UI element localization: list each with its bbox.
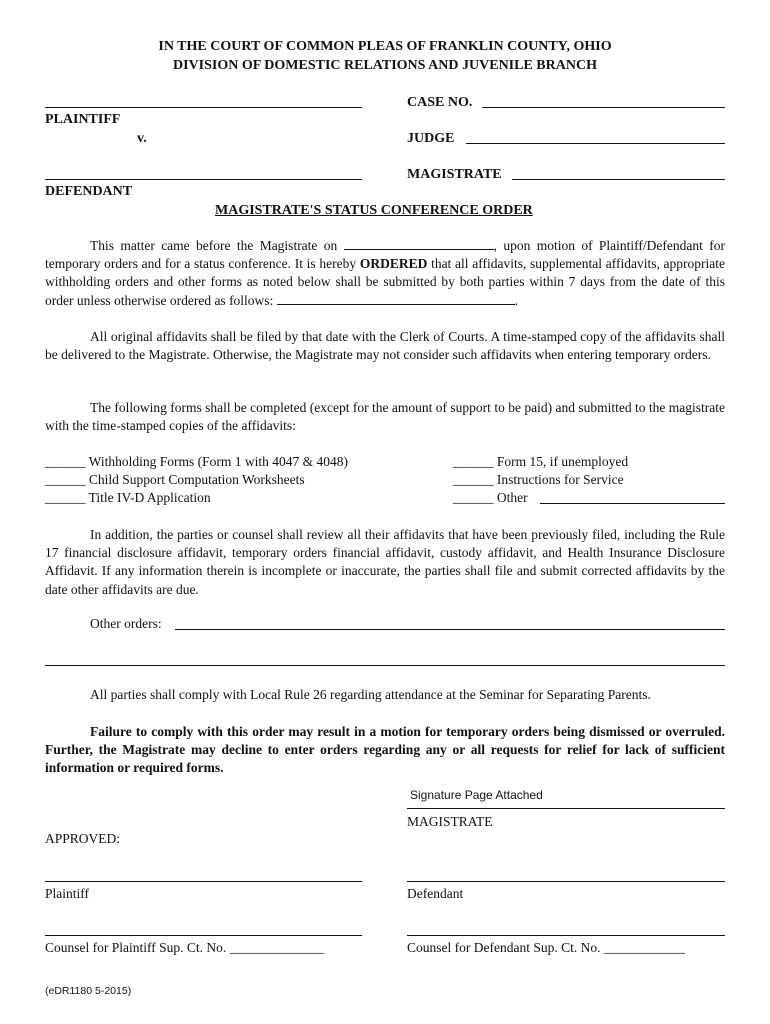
form-item-service[interactable] <box>453 471 624 489</box>
court-name: IN THE COURT OF COMMON PLEAS OF FRANKLIN COUNTY, OHIO <box>158 39 612 54</box>
paragraph-review: In addition, the parties or counsel shall review all their affidavits that have been previously filed, including the Rule 17 financial disclosure affidavit, temporary orders financial affidavit, custody affidavit, and Health Insurance Disclosure Affidavit. If any information therein is incomplete or inaccurate, the parties shall file and submit corrected affidavits by the date other affidavits are due. <box>45 527 725 597</box>
other-form-field[interactable] <box>540 503 725 504</box>
form-item-label: Instructions for Service <box>496 472 624 487</box>
as-follows-field[interactable] <box>277 292 515 305</box>
court-division: DIVISION OF DOMESTIC RELATIONS AND JUVENILE BRANCH <box>173 58 597 73</box>
plaintiff-signature-label: Plaintiff <box>45 886 90 901</box>
form-item-other[interactable] <box>453 489 528 507</box>
form-check-blank[interactable]: ______ <box>453 472 494 487</box>
paragraph-forms-intro: The following forms shall be completed (except for the amount of support to be paid) and submitted to the magistrate with the time-stamped copies of the affidavits: <box>45 400 725 434</box>
magistrate-signature-label: MAGISTRATE <box>407 814 493 829</box>
paragraph-seminar: All parties shall comply with Local Rule 26 regarding attendance at the Seminar for Separating Parents. <box>90 687 651 702</box>
form-check-blank[interactable]: ______ <box>45 454 86 469</box>
defendant-signature-label: Defendant <box>407 886 464 901</box>
signature-attached-note: Signature Page Attached <box>410 788 543 802</box>
form-check-blank[interactable]: ______ <box>45 472 86 487</box>
intro-text-c: that all affidavits, supplemental affidavits, appropriate withholding orders and other forms as noted below shall be submitted by both parties within 7 days from the date of this order unless otherwise ordered as follows: <box>45 256 726 308</box>
hearing-date-field[interactable] <box>344 237 494 250</box>
plaintiff-name-line[interactable] <box>45 107 362 108</box>
form-item-label: Other <box>496 490 528 505</box>
paragraph-failure-warning: Failure to comply with this order may result in a motion for temporary orders being dismissed or overruled. Further, the Magistrate may decline to enter orders regarding any or all requests for relief for lack of sufficient information or required forms. <box>45 724 725 776</box>
form-check-blank[interactable]: ______ <box>45 490 86 505</box>
counsel-defendant-label: Counsel for Defendant Sup. Ct. No. ____________ <box>407 940 685 955</box>
counsel-defendant-signature-line[interactable] <box>407 935 725 936</box>
magistrate-signature-line[interactable] <box>407 808 725 809</box>
other-orders-field-2[interactable] <box>45 665 725 666</box>
ordered-word: ORDERED <box>359 256 428 272</box>
form-item-label: Withholding Forms (Form 1 with 4047 & 4048) <box>88 454 348 469</box>
other-orders-field[interactable] <box>175 629 725 630</box>
form-item-label: Form 15, if unemployed <box>496 454 629 469</box>
plaintiff-signature-line[interactable] <box>45 881 362 882</box>
defendant-label: DEFENDANT <box>45 184 133 199</box>
form-id: (eDR1180 5-2015) <box>45 985 132 997</box>
judge-label: JUDGE <box>407 131 455 146</box>
form-item-form15[interactable] <box>453 453 628 471</box>
versus-label: v. <box>137 131 147 146</box>
other-orders-label: Other orders: <box>90 616 162 631</box>
case-no-field[interactable] <box>482 107 725 108</box>
intro-text-end: . <box>514 292 519 308</box>
form-item-label: Child Support Computation Worksheets <box>88 472 305 487</box>
intro-text-a: This matter came before the Magistrate on <box>90 238 338 253</box>
defendant-signature-line[interactable] <box>407 881 725 882</box>
judge-field[interactable] <box>466 143 725 144</box>
magistrate-label: MAGISTRATE <box>407 167 502 182</box>
counsel-plaintiff-label: Counsel for Plaintiff Sup. Ct. No. ______________ <box>45 940 325 955</box>
plaintiff-label: PLAINTIFF <box>45 112 121 127</box>
form-item-withholding[interactable] <box>45 453 348 471</box>
counsel-plaintiff-signature-line[interactable] <box>45 935 362 936</box>
form-item-title-ivd[interactable] <box>45 489 211 507</box>
intro-text-b: , upon motion of Plaintiff/Defendant for temporary orders and for a status conference. It is hereby <box>45 238 725 272</box>
magistrate-field[interactable] <box>512 179 725 180</box>
form-item-child-support[interactable] <box>45 471 305 489</box>
paragraph-intro <box>45 237 725 310</box>
form-item-label: Title IV-D Application <box>88 490 211 505</box>
order-title: MAGISTRATE'S STATUS CONFERENCE ORDER <box>215 203 533 218</box>
approved-label: APPROVED: <box>45 831 121 846</box>
form-check-blank[interactable]: ______ <box>453 490 494 505</box>
paragraph-affidavits: All original affidavits shall be filed by that date with the Clerk of Courts. A time-stamped copy of the affidavits shall be delivered to the Magistrate. Otherwise, the Magistrate may not consider such affidavits when entering temporary orders. <box>45 329 725 363</box>
case-no-label: CASE NO. <box>407 95 473 110</box>
defendant-name-line[interactable] <box>45 179 362 180</box>
form-check-blank[interactable]: ______ <box>453 454 494 469</box>
